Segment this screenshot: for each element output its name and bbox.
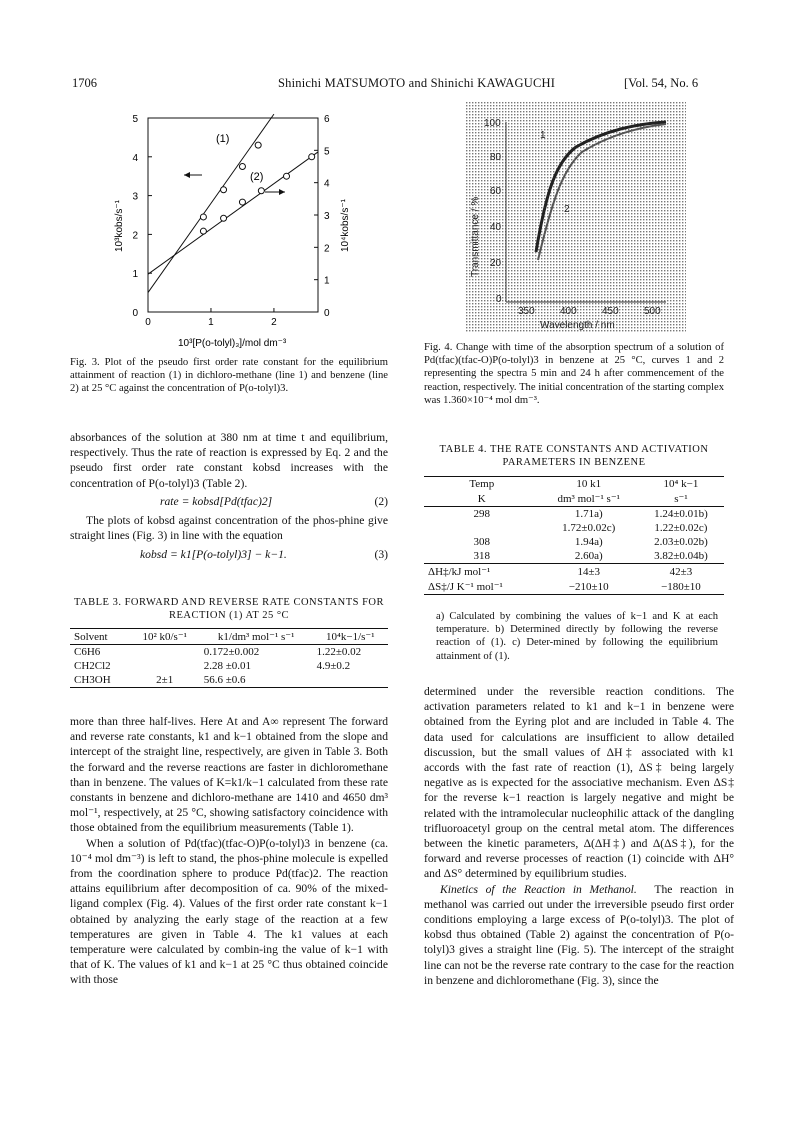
equation-2-body: rate = kobsd[Pd(tfac)2]	[160, 495, 273, 509]
figure-3-caption: Fig. 3. Plot of the pseudo first order rate constant for the equilibrium attainment of reaction (1) in dichloro-methane (line 1) and benzene (line 2) at 25 °C against the concentration of P(o-tolyl)3.	[70, 357, 388, 395]
table-cell: 1.24±0.01b)	[654, 508, 708, 520]
left-y-tick-label: 3	[132, 191, 138, 203]
table-3-header: Solvent	[74, 630, 108, 643]
data-point-series-2	[284, 173, 290, 179]
y-tick-0: 0	[496, 294, 502, 305]
arrow-right-head	[279, 189, 285, 195]
left-y-tick-label: 0	[132, 308, 138, 319]
data-point-series-1	[200, 214, 206, 220]
right-y-tick-label: 5	[324, 146, 330, 158]
figure-4	[466, 102, 686, 332]
x-tick-400: 400	[560, 306, 577, 317]
data-point-series-1	[239, 164, 245, 170]
line2-label: (2)	[250, 171, 264, 183]
table-cell: CH2Cl2	[74, 660, 111, 672]
table-cell: C6H6	[74, 646, 101, 658]
table-cell	[313, 673, 388, 688]
data-point-series-1	[221, 187, 227, 193]
paragraph: The plots of kobsd against concentration of the phos-phine give straight lines (Fig. 3) in line with the equation	[70, 513, 388, 543]
figure-4-spectrum	[466, 102, 686, 332]
table-cell: 2.60a)	[574, 550, 603, 562]
table-cell: 1.94a)	[574, 536, 603, 548]
table-cell: 2±1	[156, 674, 174, 686]
table-cell: 0.172±0.002	[203, 646, 260, 658]
table-cell: CH3OH	[74, 674, 111, 686]
table-cell: ΔH‡/kJ mol⁻¹	[428, 566, 491, 578]
data-point-series-2	[221, 215, 227, 221]
right-y-tick-label: 6	[324, 114, 330, 125]
curve-2-label: 2	[564, 204, 570, 215]
table-cell: 318	[473, 550, 491, 562]
running-header-authors: Shinichi MATSUMOTO and Shinichi KAWAGUCHI	[278, 76, 556, 90]
right-y-tick-label: 4	[324, 178, 330, 190]
table-3-header: 10⁴k−1/s⁻¹	[326, 631, 375, 643]
x-tick-label: 2	[271, 317, 277, 328]
table-4-unit: s⁻¹	[674, 493, 688, 505]
paragraph: more than three half-lives. Here At and A∞ represent The forward and reverse rate constants, k1 and k−1 obtained from the slope and intercept of the straight line, respectively, are given in Table 3. Both the forward and the reverse reactions are faster in dichloromethane than in benzene. The values of K=k1/k−1 calculated from these rate constants in benzene and dichloro-methane are 1410 and 4650 dm³ mol⁻¹, respectively, at 25 °C, showing satisfactory coincidence with those obtained from the equilibrium measurements (Table 1).	[70, 715, 388, 835]
table-row	[70, 645, 388, 660]
table-row	[70, 673, 388, 688]
x-tick-500: 500	[644, 306, 661, 317]
left-y-tick-label: 4	[132, 152, 138, 164]
x-axis-label: 10³[P(o-tolyl)₃]/mol dm⁻³	[178, 338, 287, 349]
table-cell: 1.22±0.02c)	[654, 522, 708, 534]
table-3-header: 10² k0/s⁻¹	[142, 631, 187, 643]
table-row	[424, 549, 724, 564]
table-cell: 1.72±0.02c)	[562, 522, 616, 534]
figure-4-caption: Fig. 4. Change with time of the absorption spectrum of a solution of Pd(tfac)(tfac-O)P(o-tolyl)3 in benzene at 25 °C, curves 1 and 2 representing the spectra 5 min and 24 h after commencement of the reaction, respectively. The initial concentration of the starting complex was 1.360×10⁻⁴ mol dm⁻³.	[424, 342, 724, 406]
table-3	[70, 628, 388, 688]
table-cell: 308	[473, 536, 491, 548]
table-3-header: k1/dm³ mol⁻¹ s⁻¹	[217, 631, 295, 643]
x-tick-450: 450	[602, 306, 619, 317]
table-cell: 1.71a)	[574, 508, 603, 520]
table-4-header: Temp	[469, 478, 495, 490]
table-cell	[130, 659, 200, 673]
table-cell: 2.28 ±0.01	[203, 660, 252, 672]
data-point-series-2	[258, 188, 264, 194]
equation-3	[70, 543, 388, 565]
paragraph: When a solution of Pd(tfac)(tfac-O)P(o-tolyl)3 in benzene (ca. 10⁻⁴ mol dm⁻³) is left to stand, the phos-phine molecule is expelled from the coordination sphere to produce Pd(tfac)2. The reaction attains equilibrium after decomposition of ca. 90% of the mixed-ligand complex (Fig. 4). Values of the first order rate constant k−1 obtained by analyzing the early stage of the reaction at a few temperatures are given in Table 4. The k1 values at each temperature were calculated by combin-ing the value of k−1 with that of K. The values of k1 and k−1 at 25 °C thus obtained coincide with those	[70, 836, 388, 987]
table-cell: 42±3	[669, 565, 693, 578]
data-point-series-1	[255, 142, 261, 148]
left-y-tick-label: 1	[132, 269, 138, 281]
table-4-unit: K	[477, 492, 486, 505]
table-4	[424, 476, 724, 595]
y-tick-20: 20	[490, 258, 502, 269]
left-column-upper	[70, 430, 388, 565]
data-point-series-2	[239, 199, 245, 205]
table-cell: 298	[473, 508, 491, 520]
table-cell: −210±10	[568, 580, 609, 593]
figure-3-chart	[100, 102, 385, 352]
paragraph: determined under the reversible reaction conditions. The activation parameters related to k1 and k−1 in benzene were obtained from the Eyring plot and are included in Table 4. The data used for calculations are insufficient to allow detailed discussion, but the small values of ΔH‡ associated with k1 accords with the fast rate of reaction (1), ΔS‡ being largely negative as is expected for the associative mechanism. Even ΔS‡ for the reverse k−1 reaction is largely negative and might be related with the intramolecular nucleophilic attack of the dangling trifluoroacetyl group on the central metal atom. The differences between the kinetic parameters, Δ(ΔH‡) and Δ(ΔS‡), for the forward and reverse processes of reaction (1) coincide with ΔH° and ΔS° determined by equilibrium studies.	[424, 685, 734, 881]
equation-3-body: kobsd = k1[P(o-tolyl)3] − k−1.	[140, 547, 287, 561]
table-cell: 14±3	[577, 565, 600, 578]
right-ylabel: 10⁴kobs/s⁻¹	[340, 199, 351, 252]
table-cell: 56.6 ±0.6	[203, 674, 246, 686]
table-4-footnote: a) Calculated by combining the values of k−1 and K at each temperature. b) Determined directly by following the reverse reaction of (1). c) Deter-mined by following the equilibrium attainment of (1).	[436, 611, 718, 662]
y-tick-60: 60	[490, 186, 502, 197]
right-y-tick-label: 3	[324, 211, 330, 222]
data-point-series-2	[200, 228, 206, 234]
table-cell	[424, 521, 540, 535]
right-y-tick-label: 2	[324, 243, 330, 255]
paragraph: absorbances of the solution at 380 nm at time t and equilibrium, respectively. Thus the rate of reaction is expressed by Eq. 2 and the pseudo first order rate constant kobsd increases with the concentration of P(o-tolyl)3 (Table 2).	[70, 431, 388, 490]
table-cell: 1.22±0.02	[316, 646, 362, 658]
y-tick-80: 80	[490, 152, 502, 163]
table-4-header: 10⁴ k−1	[663, 478, 699, 490]
table-4-header: 10 k1	[576, 478, 602, 490]
table-row	[424, 579, 724, 595]
paragraph-body: The reaction in methanol was carried out under the irreversible pseudo first order conditions employing a large excess of P(o-tolyl)3. The plot of kobsd thus obtained (Table 2) against the concentration of P(o-tolyl)3 gives a straight line (Fig. 5). The intercept of the straight line can not be the reverse rate contrary to the case for the reaction in benzene and dichloromethane (Fig. 3), since the	[424, 882, 734, 987]
running-header-volume: [Vol. 54, No. 6	[624, 76, 699, 90]
table-4-title: TABLE 4. THE RATE CONSTANTS AND ACTIVATION PARAMETERS IN BENZENE	[439, 444, 709, 468]
page-number: 1706	[72, 76, 97, 90]
y-tick-40: 40	[490, 222, 502, 233]
fit-line-2	[148, 152, 318, 274]
table-row	[424, 521, 724, 535]
curve-1-label: 1	[540, 130, 546, 141]
y-axis-label: Transmittance / %	[470, 196, 481, 277]
table-4-unit: dm³ mol⁻¹ s⁻¹	[557, 493, 620, 505]
equation-3-number: (3)	[374, 547, 388, 561]
left-column-lower	[70, 714, 388, 988]
table-row	[424, 564, 724, 580]
section-heading: Kinetics of the Reaction in Methanol.	[440, 882, 637, 896]
table-row	[70, 659, 388, 673]
x-tick-350: 350	[518, 306, 535, 317]
y-tick-100: 100	[484, 118, 501, 129]
table-cell: ΔS‡/J K⁻¹ mol⁻¹	[428, 581, 503, 593]
fit-line-1	[148, 114, 274, 292]
equation-2-number: (2)	[374, 495, 388, 509]
paragraph	[424, 882, 734, 988]
plot-frame	[148, 118, 318, 312]
figure-3	[100, 102, 385, 352]
x-tick-label: 1	[208, 317, 214, 328]
left-ylabel: 10³kobs/s⁻¹	[114, 200, 125, 252]
data-point-series-2	[309, 154, 315, 160]
right-column-text	[424, 684, 734, 988]
table-cell: 3.82±0.04b)	[654, 550, 708, 562]
x-tick-label: 0	[145, 317, 151, 328]
table-cell: −180±10	[661, 580, 701, 593]
equation-2	[70, 491, 388, 513]
table-cell	[130, 645, 200, 660]
line1-label: (1)	[216, 133, 230, 145]
table-row	[424, 507, 724, 522]
table-row	[424, 535, 724, 549]
x-axis-label: Wavelength / nm	[540, 320, 615, 331]
left-y-tick-label: 2	[132, 230, 138, 242]
arrow-left-head	[184, 172, 190, 178]
left-y-tick-label: 5	[132, 114, 138, 125]
table-3-title: TABLE 3. FORWARD AND REVERSE RATE CONSTANTS FOR REACTION (1) AT 25 °C	[73, 597, 384, 621]
table-cell: 2.03±0.02b)	[654, 536, 708, 548]
right-y-tick-label: 1	[324, 275, 330, 287]
table-cell: 4.9±0.2	[316, 660, 351, 672]
right-y-tick-label: 0	[324, 308, 330, 319]
